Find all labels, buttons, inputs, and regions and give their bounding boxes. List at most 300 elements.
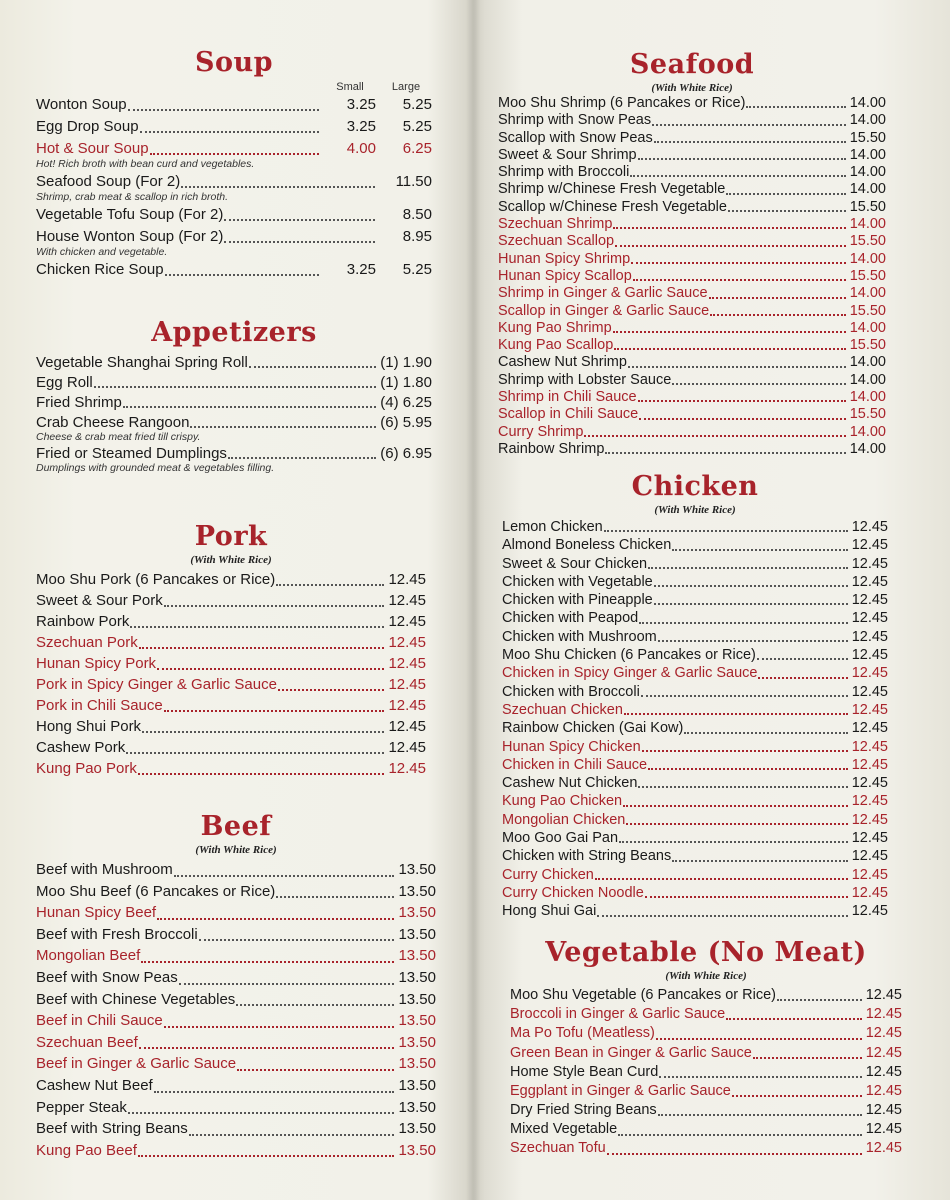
menu-item xyxy=(36,716,426,737)
item-price: 12.45 xyxy=(388,739,426,756)
menu-item xyxy=(36,632,426,653)
leader-dots xyxy=(607,1153,862,1155)
leader-dots xyxy=(659,1076,861,1078)
menu-item xyxy=(498,164,886,181)
item-name: Mongolian Beef xyxy=(36,947,141,965)
leader-dots xyxy=(613,227,845,229)
leader-dots xyxy=(164,710,385,712)
beef-subtitle: (With White Rice) xyxy=(195,844,277,856)
item-price: 12.45 xyxy=(388,760,426,777)
item-name: Moo Shu Vegetable (6 Pancakes or Rice) xyxy=(510,986,776,1003)
item-price: (6) 5.95 xyxy=(380,414,432,431)
item-name: Rainbow Pork xyxy=(36,613,130,630)
leader-dots xyxy=(658,1114,862,1116)
item-name: Rainbow Chicken (Gai Kow) xyxy=(502,720,684,737)
soup-list xyxy=(36,95,432,282)
menu-item xyxy=(36,205,432,225)
item-price: 12.45 xyxy=(851,903,888,920)
item-price-large: 8.95 xyxy=(402,228,432,245)
menu-item xyxy=(498,130,886,147)
item-price: 13.50 xyxy=(398,1012,436,1030)
menu-item xyxy=(498,268,886,285)
item-price: 14.00 xyxy=(849,181,886,198)
menu-item xyxy=(36,674,426,695)
vegetable-subtitle: (With White Rice) xyxy=(665,970,747,982)
item-name: Shrimp with Lobster Sauce xyxy=(498,371,672,388)
item-price: 14.00 xyxy=(849,389,886,406)
leader-dots xyxy=(142,731,384,733)
item-price: 12.45 xyxy=(865,1044,902,1061)
menu-item xyxy=(502,847,888,865)
item-name: Kung Pao Chicken xyxy=(502,793,623,810)
menu-item xyxy=(36,1140,436,1162)
item-price: 12.45 xyxy=(388,634,426,651)
menu-item xyxy=(502,518,888,536)
menu-item xyxy=(36,444,432,463)
menu-item xyxy=(502,628,888,646)
menu-item xyxy=(498,233,886,250)
menu-item xyxy=(502,609,888,627)
item-name: Szechuan Chicken xyxy=(502,701,623,718)
item-name: Chicken with Vegetable xyxy=(502,573,653,590)
item-name: Moo Shu Chicken (6 Pancakes or Rice) xyxy=(502,647,756,664)
item-price: 12.45 xyxy=(851,592,888,609)
leader-dots xyxy=(638,786,847,788)
item-name: Beef in Chili Sauce xyxy=(36,1012,163,1030)
seafood-subtitle: (With White Rice) xyxy=(651,82,733,94)
menu-item xyxy=(498,320,886,337)
item-price-large: 5.25 xyxy=(402,118,432,135)
leader-dots xyxy=(224,219,375,221)
leader-dots xyxy=(630,175,845,177)
menu-item xyxy=(502,701,888,719)
item-price: 12.45 xyxy=(865,1140,902,1157)
pork-section xyxy=(36,522,426,779)
item-name: Curry Shrimp xyxy=(498,423,584,440)
item-name: Ma Po Tofu (Meatless) xyxy=(510,1025,655,1042)
item-name: Shrimp w/Chinese Fresh Vegetable xyxy=(498,181,726,198)
menu-item xyxy=(502,646,888,664)
leader-dots xyxy=(645,896,848,898)
leader-dots xyxy=(624,713,848,715)
row-gap xyxy=(36,280,432,282)
item-name: Hunan Spicy Beef xyxy=(36,904,157,922)
item-name: Scallop in Chili Sauce xyxy=(498,406,639,423)
item-price-large: 8.50 xyxy=(402,206,432,223)
item-price: 12.45 xyxy=(851,811,888,828)
item-name: Cashew Nut Shrimp xyxy=(498,354,627,371)
item-price: 12.45 xyxy=(851,830,888,847)
leader-dots xyxy=(138,1155,395,1157)
leader-dots xyxy=(139,1047,395,1049)
leader-dots xyxy=(709,297,846,299)
leader-dots xyxy=(618,1134,861,1136)
menu-item xyxy=(502,573,888,591)
item-name: Hunan Spicy Scallop xyxy=(498,267,632,284)
menu-item xyxy=(502,811,888,829)
seafood-list xyxy=(498,95,886,458)
item-price: 13.50 xyxy=(398,947,436,965)
item-name: Sweet & Sour Shrimp xyxy=(498,146,637,163)
item-price-small: 3.25 xyxy=(346,96,376,113)
menu-item xyxy=(502,774,888,792)
item-name: Beef with Fresh Broccoli xyxy=(36,925,198,943)
item-price: 12.45 xyxy=(865,1121,902,1138)
item-name: Shrimp with Broccoli xyxy=(498,164,630,181)
seafood-section xyxy=(498,50,886,458)
leader-dots xyxy=(157,918,394,920)
leader-dots xyxy=(757,658,848,660)
item-name: Sweet & Sour Pork xyxy=(36,592,163,609)
leader-dots xyxy=(199,939,395,941)
leader-dots xyxy=(164,605,385,607)
item-price: 14.00 xyxy=(849,216,886,233)
item-name: Beef with Chinese Vegetables xyxy=(36,990,236,1008)
leader-dots xyxy=(164,1026,395,1028)
menu-item xyxy=(36,139,432,159)
item-price: 13.50 xyxy=(398,904,436,922)
leader-dots xyxy=(652,124,846,126)
item-price: 12.45 xyxy=(388,592,426,609)
leader-dots xyxy=(638,400,846,402)
leader-dots xyxy=(181,186,375,188)
item-price: 12.45 xyxy=(851,884,888,901)
appetizers-section xyxy=(36,318,432,475)
leader-dots xyxy=(710,314,846,316)
item-price: 12.45 xyxy=(388,571,426,588)
item-price: 12.45 xyxy=(388,655,426,672)
item-name: Lemon Chicken xyxy=(502,519,603,535)
menu-item xyxy=(498,337,886,354)
menu-item xyxy=(36,737,426,758)
leader-dots xyxy=(228,457,376,459)
chicken-list xyxy=(502,518,888,921)
menu-item xyxy=(502,756,888,774)
item-name: Broccoli in Ginger & Garlic Sauce xyxy=(510,1006,726,1023)
menu-item xyxy=(36,1075,436,1097)
menu-item xyxy=(36,569,426,590)
menu-item xyxy=(510,1024,902,1043)
item-name: Egg Drop Soup xyxy=(36,118,139,135)
item-name: Szechuan Tofu xyxy=(510,1140,606,1157)
item-price: 13.50 xyxy=(398,1055,436,1073)
item-name: Chicken in Chili Sauce xyxy=(502,756,648,773)
item-price-large: 5.25 xyxy=(402,261,432,278)
menu-item xyxy=(498,216,886,233)
item-name: Beef with Mushroom xyxy=(36,861,173,878)
item-name: Beef with Snow Peas xyxy=(36,968,178,986)
item-price: 14.00 xyxy=(849,319,886,336)
item-name: Vegetable Shanghai Spring Roll xyxy=(36,354,248,371)
item-name: Chicken with String Beans xyxy=(502,848,672,865)
item-price: 15.50 xyxy=(849,233,886,250)
leader-dots xyxy=(128,1112,395,1114)
menu-item xyxy=(498,389,886,406)
menu-item xyxy=(498,199,886,216)
leader-dots xyxy=(128,109,319,111)
menu-item xyxy=(502,829,888,847)
item-name: Shrimp in Ginger & Garlic Sauce xyxy=(498,285,708,302)
item-price: 14.00 xyxy=(849,354,886,371)
leader-dots xyxy=(130,626,384,628)
item-price: 12.45 xyxy=(851,793,888,810)
menu-item xyxy=(498,285,886,302)
menu-item xyxy=(36,95,432,115)
menu-item xyxy=(36,989,436,1011)
item-price: 14.00 xyxy=(849,95,886,111)
item-name: Szechuan Beef xyxy=(36,1033,138,1051)
leader-dots xyxy=(126,752,384,754)
item-price: 12.45 xyxy=(865,1102,902,1119)
leader-dots xyxy=(631,262,846,264)
menu-item xyxy=(510,1101,902,1120)
item-price: 14.00 xyxy=(849,285,886,302)
menu-item xyxy=(510,1005,902,1024)
item-name: Hunan Spicy Shrimp xyxy=(498,250,631,267)
leader-dots xyxy=(732,1095,862,1097)
menu-item xyxy=(498,112,886,129)
item-name: Hong Shui Pork xyxy=(36,718,142,735)
item-price: 15.50 xyxy=(849,406,886,423)
item-name: Egg Roll xyxy=(36,374,93,391)
item-name: Chicken in Spicy Ginger & Garlic Sauce xyxy=(502,665,758,682)
menu-item xyxy=(36,902,436,924)
item-name: Seafood Soup (For 2) xyxy=(36,173,181,190)
leader-dots xyxy=(726,193,845,195)
item-name: Cashew Nut Chicken xyxy=(502,775,638,792)
menu-item xyxy=(498,303,886,320)
item-price: 12.45 xyxy=(851,683,888,700)
item-price: 12.45 xyxy=(851,628,888,645)
menu-item xyxy=(36,859,436,881)
vegetable-section xyxy=(510,938,902,1159)
item-name: Chicken with Pineapple xyxy=(502,592,653,609)
leader-dots xyxy=(584,435,845,437)
menu-item xyxy=(502,536,888,554)
item-price: 14.00 xyxy=(849,250,886,267)
chicken-section xyxy=(502,472,888,921)
item-name: Moo Shu Beef (6 Pancakes or Rice) xyxy=(36,882,276,900)
item-price: 14.00 xyxy=(849,423,886,440)
leader-dots xyxy=(648,567,848,569)
item-price: 13.50 xyxy=(398,968,436,986)
menu-item xyxy=(36,260,432,280)
item-name: Kung Pao Shrimp xyxy=(498,319,612,336)
item-name: Szechuan Scallop xyxy=(498,233,615,250)
leader-dots xyxy=(639,418,845,420)
leader-dots xyxy=(626,823,847,825)
leader-dots xyxy=(189,1134,395,1136)
item-price: 12.45 xyxy=(865,1006,902,1023)
small-label: Small xyxy=(336,81,364,93)
item-price: 13.50 xyxy=(398,990,436,1008)
item-name: Curry Chicken Noodle xyxy=(502,884,644,901)
large-label: Large xyxy=(391,81,421,93)
leader-dots xyxy=(614,348,845,350)
menu-item xyxy=(510,1140,902,1159)
menu-item xyxy=(36,413,432,432)
item-name: Mongolian Chicken xyxy=(502,811,626,828)
menu-item xyxy=(510,986,902,1005)
chicken-title: Chicken xyxy=(631,471,759,502)
item-name: Shrimp in Chili Sauce xyxy=(498,389,637,406)
item-name: Chicken with Broccoli xyxy=(502,683,640,700)
menu-item xyxy=(36,172,432,192)
menu-item xyxy=(502,738,888,756)
leader-dots xyxy=(658,640,848,642)
leader-dots xyxy=(597,915,847,917)
leader-dots xyxy=(726,1018,862,1020)
item-name: Hunan Spicy Pork xyxy=(36,655,157,672)
menu-item xyxy=(36,393,432,412)
appetizers-list xyxy=(36,353,432,475)
menu-item xyxy=(498,372,886,389)
menu-item xyxy=(36,611,426,632)
item-name: Sweet & Sour Chicken xyxy=(502,555,648,572)
leader-dots xyxy=(672,549,847,551)
item-price-small: 4.00 xyxy=(346,140,376,157)
item-name: Szechuan Shrimp xyxy=(498,216,613,233)
item-name: Wonton Soup xyxy=(36,96,127,113)
leader-dots xyxy=(174,875,395,877)
leader-dots xyxy=(623,805,848,807)
menu-item xyxy=(36,653,426,674)
item-name: Almond Boneless Chicken xyxy=(502,537,672,554)
leader-dots xyxy=(654,585,848,587)
leader-dots xyxy=(746,106,845,108)
leader-dots xyxy=(224,241,375,243)
leader-dots xyxy=(595,878,848,880)
item-name: Moo Shu Pork (6 Pancakes or Rice) xyxy=(36,571,276,588)
item-description: Dumplings with grounded meat & vegetables filling. xyxy=(36,462,275,474)
item-name: Cashew Pork xyxy=(36,739,126,756)
item-name: Chicken with Peapod xyxy=(502,610,639,627)
menu-item xyxy=(498,95,886,112)
item-price: 12.45 xyxy=(865,986,902,1003)
leader-dots xyxy=(648,768,848,770)
menu-item xyxy=(502,884,888,902)
menu-item xyxy=(36,695,426,716)
pork-subtitle: (With White Rice) xyxy=(190,554,272,566)
leader-dots xyxy=(249,366,376,368)
leader-dots xyxy=(753,1057,862,1059)
item-price: 12.45 xyxy=(851,519,888,535)
item-price: 15.50 xyxy=(849,129,886,146)
item-price: 14.00 xyxy=(849,146,886,163)
leader-dots xyxy=(639,622,847,624)
menu-item xyxy=(36,353,432,372)
leader-dots xyxy=(638,158,846,160)
item-price: 13.50 xyxy=(398,925,436,943)
leader-dots xyxy=(237,1069,394,1071)
menu-item xyxy=(510,1082,902,1101)
item-name: Kung Pao Scallop xyxy=(498,337,614,354)
item-name: Crab Cheese Rangoon xyxy=(36,414,190,431)
leader-dots xyxy=(165,274,319,276)
menu-item xyxy=(502,719,888,737)
leader-dots xyxy=(190,426,376,428)
leader-dots xyxy=(777,999,862,1001)
item-price: 12.45 xyxy=(388,718,426,735)
menu-item xyxy=(36,758,426,779)
menu-item xyxy=(36,373,432,392)
item-price: 12.45 xyxy=(851,665,888,682)
leader-dots xyxy=(656,1038,862,1040)
menu-item xyxy=(502,591,888,609)
item-price: 12.45 xyxy=(388,697,426,714)
menu-item xyxy=(36,1097,436,1119)
item-price: (1) 1.90 xyxy=(380,354,432,371)
item-name: Eggplant in Ginger & Garlic Sauce xyxy=(510,1082,731,1099)
item-price: 12.45 xyxy=(851,738,888,755)
item-price: 12.45 xyxy=(851,720,888,737)
menu-item xyxy=(36,881,436,903)
beef-list xyxy=(36,859,436,1161)
item-name: Moo Goo Gai Pan xyxy=(502,830,619,847)
leader-dots xyxy=(141,961,394,963)
beef-section xyxy=(36,812,436,1161)
pork-title: Pork xyxy=(194,521,268,552)
item-price: (6) 6.95 xyxy=(380,445,432,462)
item-price: 14.00 xyxy=(849,371,886,388)
item-description: Hot! Rich broth with bean curd and vegetables. xyxy=(36,158,255,170)
menu-item xyxy=(498,424,886,441)
menu-item xyxy=(502,792,888,810)
leader-dots xyxy=(604,530,848,532)
menu-item xyxy=(510,1063,902,1082)
item-price: 14.00 xyxy=(849,164,886,181)
item-price-small: 3.25 xyxy=(346,118,376,135)
item-name: Scallop w/Chinese Fresh Vegetable xyxy=(498,198,727,215)
item-price: 15.50 xyxy=(849,267,886,284)
menu-item xyxy=(498,406,886,423)
menu-item xyxy=(498,251,886,268)
leader-dots xyxy=(276,584,384,586)
item-price: 12.45 xyxy=(388,676,426,693)
menu-item xyxy=(36,1032,436,1054)
leader-dots xyxy=(236,1004,394,1006)
item-name: Curry Chicken xyxy=(502,866,594,883)
item-description: Cheese & crab meat fried till crispy. xyxy=(36,431,201,443)
leader-dots xyxy=(642,750,848,752)
item-name: Shrimp with Snow Peas xyxy=(498,112,652,129)
item-name: Home Style Bean Curd xyxy=(510,1063,659,1080)
leader-dots xyxy=(179,983,395,985)
leader-dots xyxy=(615,245,846,247)
chicken-subtitle: (With White Rice) xyxy=(654,504,736,516)
leader-dots xyxy=(654,141,846,143)
menu-item xyxy=(36,924,436,946)
page-fold xyxy=(466,0,480,1200)
menu-item xyxy=(502,902,888,920)
item-name: Rainbow Shrimp xyxy=(498,440,605,457)
item-price: 13.50 xyxy=(398,882,436,900)
item-name: Scallop with Snow Peas xyxy=(498,129,653,146)
leader-dots xyxy=(619,841,848,843)
item-price: 12.45 xyxy=(851,647,888,664)
leader-dots xyxy=(139,647,385,649)
leader-dots xyxy=(140,131,319,133)
soup-title: Soup xyxy=(194,47,274,78)
soup-section xyxy=(36,48,432,282)
menu-item xyxy=(502,683,888,701)
leader-dots xyxy=(672,860,847,862)
item-name: Fried Shrimp xyxy=(36,394,122,411)
item-price: 12.45 xyxy=(851,537,888,554)
item-price: 12.45 xyxy=(851,866,888,883)
pork-list xyxy=(36,569,426,779)
item-price: 12.45 xyxy=(851,701,888,718)
